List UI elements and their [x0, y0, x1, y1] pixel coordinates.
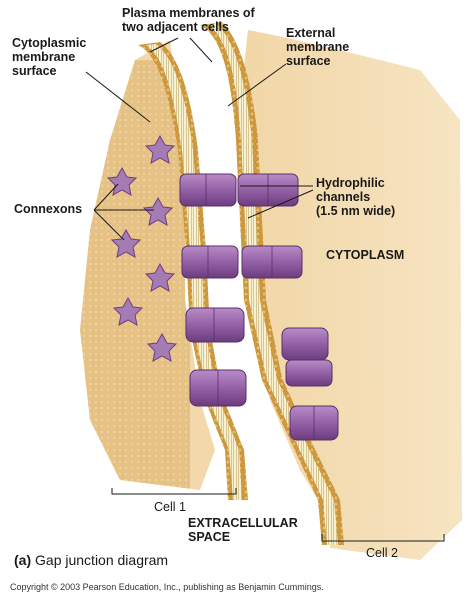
cell2-label: Cell 2 — [366, 546, 398, 560]
connexon-pair-4 — [190, 370, 246, 406]
cytoplasmic-surface-label: Cytoplasmic membrane surface — [12, 36, 87, 78]
hydrophilic-channels-label: Hydrophilic channels (1.5 nm wide) — [316, 176, 396, 218]
cytoplasm-label: CYTOPLASM — [326, 248, 405, 262]
connexon-pair-5 — [282, 328, 332, 386]
caption-text: Gap junction diagram — [35, 552, 169, 568]
leader-plasma-2 — [190, 38, 212, 62]
extracellular-space-label: EXTRACELLULAR SPACE — [188, 516, 298, 544]
connexons-label: Connexons — [14, 202, 83, 216]
connexon-pair-6 — [290, 406, 338, 440]
caption-prefix: (a) — [14, 552, 32, 568]
plasma-membranes-label: Plasma membranes of two adjacent cells — [122, 6, 255, 34]
cell1-label: Cell 1 — [154, 500, 186, 514]
connexon-pair-1 — [180, 174, 298, 206]
connexon-pair-3 — [186, 308, 244, 342]
external-surface-label: External membrane surface — [286, 26, 350, 68]
copyright-notice: Copyright © 2003 Pearson Education, Inc., publishing as Benjamin Cummings. — [10, 582, 324, 592]
connexon-pair-2 — [182, 246, 302, 278]
cell2-cytoplasm — [238, 30, 462, 560]
cell1-bracket — [112, 488, 236, 494]
figure-caption — [14, 552, 168, 568]
